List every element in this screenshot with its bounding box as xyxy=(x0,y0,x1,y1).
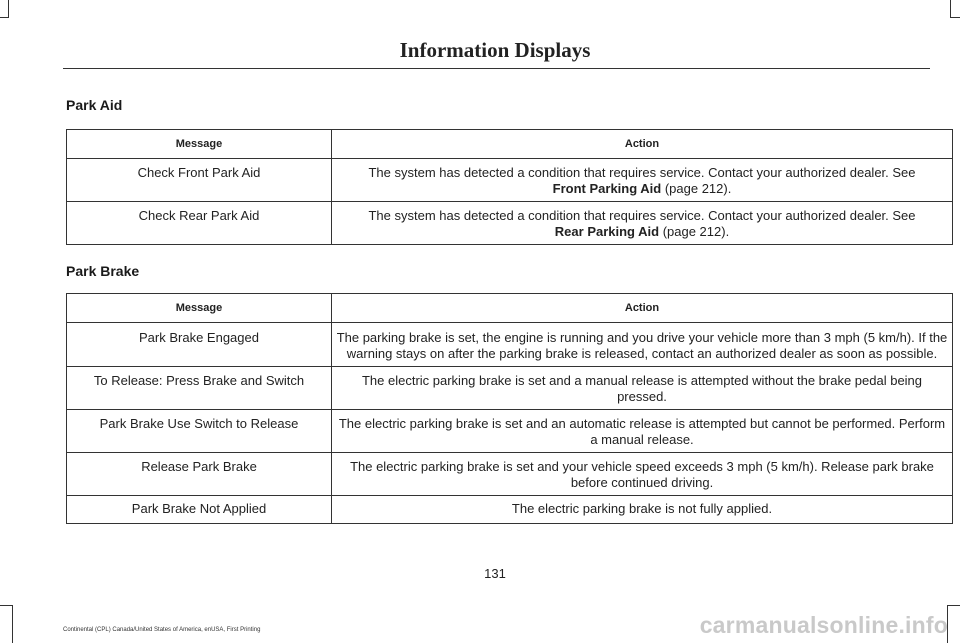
table-row xyxy=(67,159,953,202)
cross-reference-link[interactable]: Rear Parking Aid xyxy=(554,224,660,239)
park-brake-table xyxy=(66,293,953,524)
crop-mark xyxy=(0,605,13,606)
page-title: Information Displays xyxy=(399,38,591,62)
column-header-message: Message xyxy=(67,294,332,323)
page-number: 131 xyxy=(484,566,506,581)
edition-footer: Continental (CPL) Canada/United States of America, enUSA, First Printing xyxy=(63,627,261,633)
action-cell xyxy=(332,202,953,245)
message-cell: Park Brake Engaged xyxy=(67,323,332,367)
message-cell: Park Brake Not Applied xyxy=(67,496,332,524)
column-header-action: Action xyxy=(332,294,953,323)
page-reference: (page 212). xyxy=(661,181,732,196)
message-cell: Check Rear Park Aid xyxy=(67,202,332,245)
action-cell: The electric parking brake is set and an automatic release is attempted but cannot be performed. Perform a manual release. xyxy=(332,410,953,453)
action-text: The system has detected a condition that requires service. Contact your authorized dealer. See xyxy=(368,208,916,223)
page-reference: (page 212). xyxy=(659,224,730,239)
crop-mark xyxy=(8,0,9,18)
action-cell xyxy=(332,159,953,202)
section-title-park-brake: Park Brake xyxy=(66,263,140,279)
table-row xyxy=(67,202,953,245)
column-header-action: Action xyxy=(332,130,953,159)
message-cell: To Release: Press Brake and Switch xyxy=(67,367,332,410)
header-divider xyxy=(63,68,930,69)
action-cell: The electric parking brake is set and a manual release is attempted without the brake pedal being pressed. xyxy=(332,367,953,410)
message-cell: Park Brake Use Switch to Release xyxy=(67,410,332,453)
crop-mark xyxy=(0,17,9,18)
table-header-row xyxy=(67,130,953,159)
crop-mark xyxy=(947,605,960,606)
crop-mark xyxy=(950,17,960,18)
action-cell: The electric parking brake is not fully applied. xyxy=(332,496,953,524)
cross-reference-link[interactable]: Front Parking Aid xyxy=(552,181,662,196)
table-row xyxy=(67,496,953,524)
action-cell: The electric parking brake is set and your vehicle speed exceeds 3 mph (5 km/h). Release park brake before continued driving. xyxy=(332,453,953,496)
message-cell: Check Front Park Aid xyxy=(67,159,332,202)
crop-mark xyxy=(950,0,951,18)
table-row xyxy=(67,453,953,496)
watermark: carmanualsonline.info xyxy=(699,612,948,638)
table-header-row xyxy=(67,294,953,323)
section-title-park-aid: Park Aid xyxy=(66,97,123,113)
column-header-message: Message xyxy=(67,130,332,159)
park-aid-table xyxy=(66,129,953,245)
table-row xyxy=(67,410,953,453)
crop-mark xyxy=(12,605,13,643)
action-cell: The parking brake is set, the engine is running and you drive your vehicle more than 3 mph (5 km/h). If the warning stays on after the parking brake is released, contact an authorized dealer as soon as possible. xyxy=(332,323,953,367)
action-text: The system has detected a condition that requires service. Contact your authorized dealer. See xyxy=(368,165,916,180)
table-row xyxy=(67,367,953,410)
table-row xyxy=(67,323,953,367)
message-cell: Release Park Brake xyxy=(67,453,332,496)
